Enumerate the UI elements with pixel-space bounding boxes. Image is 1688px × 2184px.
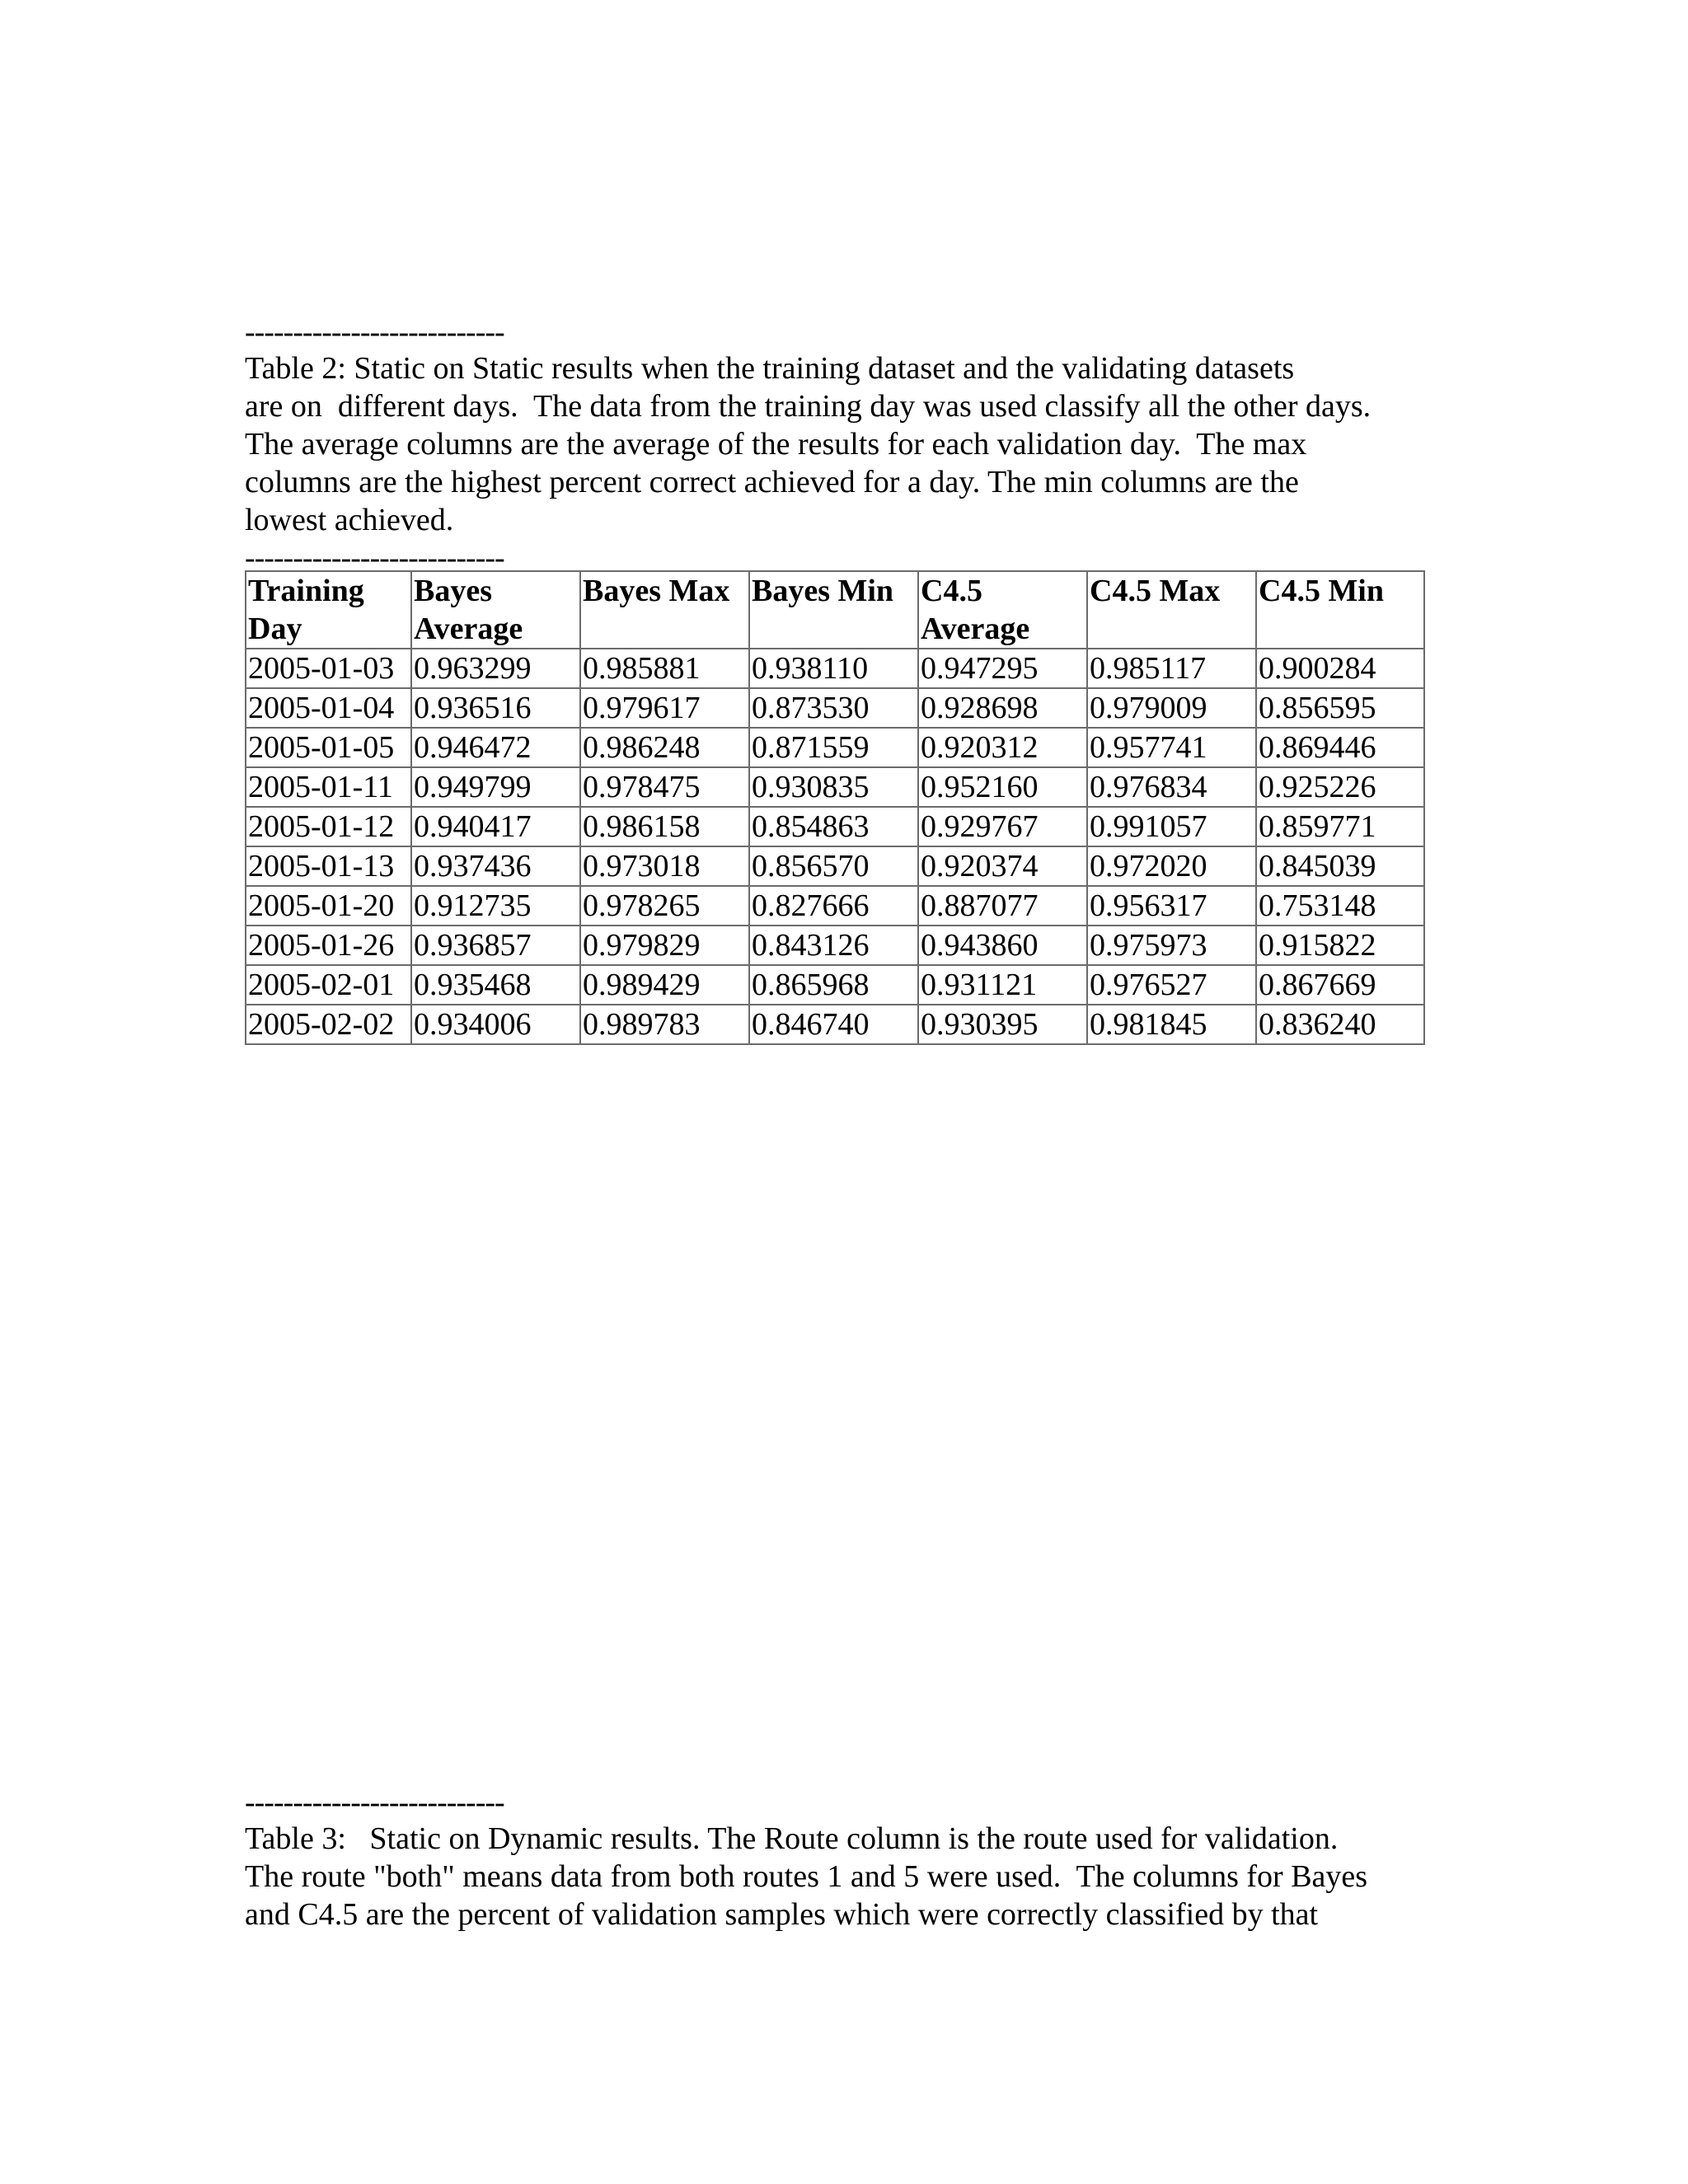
separator-rule-table3: --------------------------- <box>245 1785 504 1820</box>
table-cell-value: 0.929767 <box>918 807 1087 846</box>
table-cell-value: 0.940417 <box>411 807 580 846</box>
table-cell-value: 0.972020 <box>1087 846 1256 886</box>
table-row <box>246 1005 1424 1044</box>
table-cell-date: 2005-01-26 <box>246 926 411 965</box>
table-cell-value: 0.978265 <box>580 886 749 926</box>
table-cell-value: 0.986158 <box>580 807 749 846</box>
separator-rule-top: --------------------------- <box>245 315 504 349</box>
table-cell-date: 2005-01-04 <box>246 688 411 728</box>
table-cell-value: 0.979617 <box>580 688 749 728</box>
table-cell-value: 0.956317 <box>1087 886 1256 926</box>
table-cell-value: 0.963299 <box>411 649 580 688</box>
table-cell-value: 0.887077 <box>918 886 1087 926</box>
table-cell-value: 0.900284 <box>1256 649 1424 688</box>
table-cell-value: 0.975973 <box>1087 926 1256 965</box>
table-cell-value: 0.946472 <box>411 728 580 767</box>
table-cell-value: 0.865968 <box>749 965 918 1005</box>
caption-line: are on different days. The data from the training day was used classify all the other days. <box>245 389 1372 424</box>
table-cell-value: 0.753148 <box>1256 886 1424 926</box>
table-cell-value: 0.928698 <box>918 688 1087 728</box>
table-cell-value: 0.981845 <box>1087 1005 1256 1044</box>
table-cell-value: 0.931121 <box>918 965 1087 1005</box>
table-cell-value: 0.976527 <box>1087 965 1256 1005</box>
table-cell-value: 0.859771 <box>1256 807 1424 846</box>
table-cell-value: 0.867669 <box>1256 965 1424 1005</box>
table-cell-value: 0.952160 <box>918 767 1087 807</box>
table-cell-value: 0.973018 <box>580 846 749 886</box>
table-cell-date: 2005-01-12 <box>246 807 411 846</box>
table-cell-date: 2005-02-01 <box>246 965 411 1005</box>
table-row <box>246 728 1424 767</box>
table-cell-date: 2005-01-20 <box>246 886 411 926</box>
table-cell-value: 0.856595 <box>1256 688 1424 728</box>
table-row <box>246 688 1424 728</box>
table-cell-value: 0.938110 <box>749 649 918 688</box>
table-cell-value: 0.854863 <box>749 807 918 846</box>
table-cell-value: 0.986248 <box>580 728 749 767</box>
table-cell-value: 0.843126 <box>749 926 918 965</box>
table-cell-value: 0.947295 <box>918 649 1087 688</box>
table-cell-value: 0.871559 <box>749 728 918 767</box>
table-cell-value: 0.978475 <box>580 767 749 807</box>
table-row <box>246 886 1424 926</box>
table-header-row <box>246 571 1424 649</box>
table-cell-value: 0.836240 <box>1256 1005 1424 1044</box>
table-row <box>246 767 1424 807</box>
table-cell-value: 0.930395 <box>918 1005 1087 1044</box>
table-row <box>246 649 1424 688</box>
table-cell-value: 0.869446 <box>1256 728 1424 767</box>
table-cell-value: 0.846740 <box>749 1005 918 1044</box>
separator-rule-bottom: --------------------------- <box>245 541 504 575</box>
results-table <box>245 570 1425 1045</box>
caption-line: The route "both" means data from both routes 1 and 5 were used. The columns for Bayes <box>245 1859 1368 1894</box>
table-cell-value: 0.957741 <box>1087 728 1256 767</box>
table-cell-date: 2005-01-13 <box>246 846 411 886</box>
table-cell-date: 2005-01-11 <box>246 767 411 807</box>
header-bayes-average: Bayes Average <box>411 571 580 649</box>
caption-line: columns are the highest percent correct achieved for a day. The min columns are the <box>245 465 1299 499</box>
table-cell-value: 0.989783 <box>580 1005 749 1044</box>
table-cell-date: 2005-02-02 <box>246 1005 411 1044</box>
caption-line: Table 3: Static on Dynamic results. The Route column is the route used for validation. <box>245 1821 1339 1856</box>
table-cell-date: 2005-01-03 <box>246 649 411 688</box>
header-c45-average: C4.5 Average <box>918 571 1087 649</box>
table2-caption <box>245 349 1440 539</box>
table-cell-value: 0.949799 <box>411 767 580 807</box>
table-cell-value: 0.943860 <box>918 926 1087 965</box>
table-cell-value: 0.827666 <box>749 886 918 926</box>
table-cell-value: 0.920374 <box>918 846 1087 886</box>
table-cell-value: 0.856570 <box>749 846 918 886</box>
table3-caption <box>245 1820 1440 1933</box>
table-row <box>246 846 1424 886</box>
table-cell-value: 0.989429 <box>580 965 749 1005</box>
caption-line: The average columns are the average of the results for each validation day. The max <box>245 427 1307 462</box>
table-row <box>246 926 1424 965</box>
header-training-day: Training Day <box>246 571 411 649</box>
caption-line: lowest achieved. <box>245 503 454 537</box>
header-bayes-max: Bayes Max <box>580 571 749 649</box>
header-bayes-min: Bayes Min <box>749 571 918 649</box>
table-cell-value: 0.976834 <box>1087 767 1256 807</box>
table-cell-value: 0.985117 <box>1087 649 1256 688</box>
caption-line: Table 2: Static on Static results when the training dataset and the validating datasets <box>245 351 1295 386</box>
table-cell-date: 2005-01-05 <box>246 728 411 767</box>
table-row <box>246 965 1424 1005</box>
table-cell-value: 0.934006 <box>411 1005 580 1044</box>
table-cell-value: 0.985881 <box>580 649 749 688</box>
table-cell-value: 0.936516 <box>411 688 580 728</box>
table-cell-value: 0.935468 <box>411 965 580 1005</box>
table-cell-value: 0.979009 <box>1087 688 1256 728</box>
table-cell-value: 0.936857 <box>411 926 580 965</box>
header-c45-min: C4.5 Min <box>1256 571 1424 649</box>
header-c45-max: C4.5 Max <box>1087 571 1256 649</box>
table-cell-value: 0.873530 <box>749 688 918 728</box>
table-row <box>246 807 1424 846</box>
table-cell-value: 0.937436 <box>411 846 580 886</box>
table-cell-value: 0.930835 <box>749 767 918 807</box>
table-cell-value: 0.915822 <box>1256 926 1424 965</box>
table-cell-value: 0.845039 <box>1256 846 1424 886</box>
table-cell-value: 0.925226 <box>1256 767 1424 807</box>
table-cell-value: 0.979829 <box>580 926 749 965</box>
table-cell-value: 0.912735 <box>411 886 580 926</box>
table-cell-value: 0.920312 <box>918 728 1087 767</box>
caption-line: and C4.5 are the percent of validation samples which were correctly classified by that <box>245 1897 1319 1932</box>
table-cell-value: 0.991057 <box>1087 807 1256 846</box>
